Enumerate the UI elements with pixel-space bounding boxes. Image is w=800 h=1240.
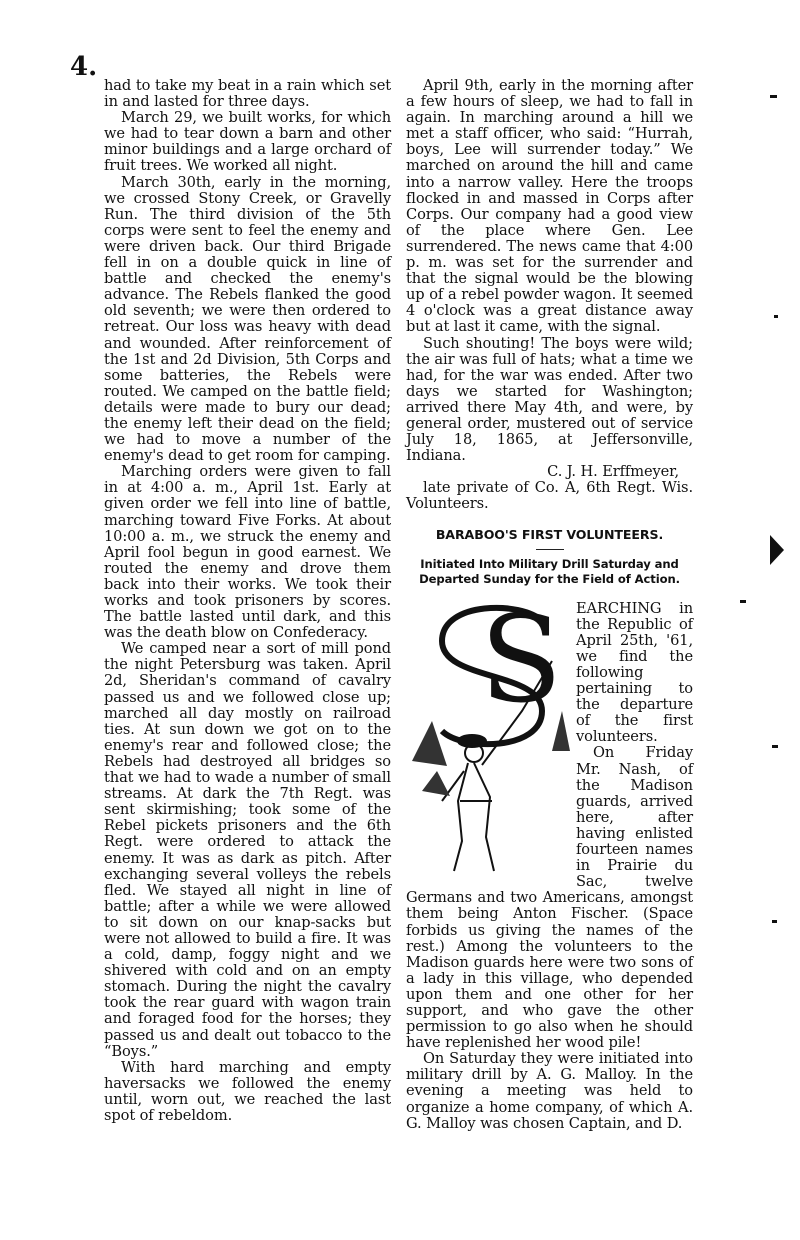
left-paragraph-5: We camped near a sort of mill pond the night Petersburg was taken. April 2d, Sheridan's command of cavalry passed us and we followed close up; marched all day mostly on railroad ties. At sun down we got on to the enemy's rear and followed close; the Rebels had destroyed all bridges so that we had to wade a number of small streams. At dark the 7th Regt. was sent skirmishing; took some of the Rebel pickets prisoners and the 6th Regt. were ordered to attack the enemy. It was as dark as pitch. After exchanging several volleys the rebels fled. We stayed all night in line of battle; after a while we were allowed to sit down on our knap-sacks but were not allowed to build a fire. It was a cold, damp, foggy night and we shivered with cold and on an empty stomach. During the night the cavalry took the rear guard with wagon train and foraged food for the horses; they passed us and dealt out tobacco to the “Boys.”	[104, 640, 391, 1060]
drop-cap-illustration	[402, 601, 572, 877]
article-body	[406, 601, 693, 1132]
article-headline: BARABOO'S FIRST VOLUNTEERS.	[435, 526, 664, 542]
scan-mark	[772, 920, 777, 923]
page-number: 4.	[70, 52, 98, 82]
left-paragraph-6: With hard marching and empty haversacks we followed the enemy until, worn out, we reached the last spot of rebeldom.	[104, 1058, 391, 1124]
left-paragraph-4: Marching orders were given to fall in at 4:00 a. m., April 1st. Early at given order we fell into line of battle, marching toward Five Forks. At about 10:00 a. m., we struck the enemy and April fool begun in good earnest. We routed the enemy and drove them back into their works. We took their works and took prisoners by scores. The battle lasted until dark, and this was the death blow on Confederacy.	[104, 463, 391, 642]
right-paragraph-1: April 9th, early in the morning after a few hours of sleep, we had to fall in again. In marching around a hill we met a staff officer, who said: “Hurrah, boys, Lee will surrender today.” We marched on around the hill and came into a narrow valley. Here the troops flocked in and massed in Corps after Corps. Our company had a good view of the place where Gen. Lee surrendered. The news came that 4:00 p. m. was set for the surrender and that the signal would be the blowing up of a rebel powder wagon. It seemed 4 o'clock was a great distance away but at last it came, with the signal.	[406, 77, 693, 336]
right-paragraph-2: Such shouting! The boys were wild; the air was full of hats; what a time we had, for the war was ended. After two days we started for Washington; arrived there May 4th, and were, by general order, mustered out of service July 18, 1865, at Jeffersonville, Indiana.	[406, 334, 693, 465]
article-paragraph-2: On Friday Mr. Nash, of the Madison guards, arrived here, after having enlisted fourteen names in Prairie du Sac, twelve Germans and two Americans, amongst them being Anton Fischer. (Space forbids us giving the names of the rest.) Among the volunteers to the Madison guards here were two sons of a lady in this village, who depended upon them and one other for her support, and who gave the other permission to go also when he should have replenished her wood pile!	[406, 744, 693, 1052]
scan-mark	[740, 600, 746, 603]
scan-mark	[770, 95, 777, 98]
article-subheadline: Initiated Into Military Drill Saturday and Departed Sunday for the Field of Action.	[419, 556, 680, 586]
signature-name: C. J. H. Erffmeyer,	[547, 463, 679, 481]
drop-cap-glyph: S	[480, 600, 563, 730]
left-paragraph-2: March 29, we built works, for which we had to tear down a barn and other minor buildings and a large orchard of fruit trees. We worked all night.	[104, 109, 391, 175]
scan-mark	[774, 315, 778, 318]
right-column	[406, 78, 693, 1132]
article-paragraph-1: EARCHING in the Republic of April 25th, '61, we find the following pertaining to the departure of the first volunteers.	[576, 599, 693, 746]
headline-divider	[536, 549, 564, 550]
left-column	[104, 78, 391, 1124]
signature-title: late private of Co. A, 6th Regt. Wis. Volunteers.	[406, 479, 693, 513]
article-paragraph-3: On Saturday they were initiated into military drill by A. G. Malloy. In the evening a meeting was held to organize a home company, of which A. G. Malloy was chosen Captain, and D.	[406, 1050, 693, 1132]
left-paragraph-3: March 30th, early in the morning, we crossed Stony Creek, or Gravelly Run. The third division of the 5th corps were sent to feel the enemy and were driven back. Our third Brigade fell in on a double quick in line of battle and checked the enemy's advance. The Rebels flanked the good old seventh; we were then ordered to retreat. Our loss was heavy with dead and wounded. After reinforcement of the 1st and 2d Division, 5th Corps and some batteries, the Rebels were routed. We camped on the battle field; details were made to bury our dead; the enemy left their dead on the field; we had to move a number of the enemy's dead to get room for camping.	[104, 173, 391, 465]
scan-arrow-mark	[770, 535, 784, 565]
scan-mark	[772, 745, 778, 748]
left-paragraph-1: had to take my beat in a rain which set in and lasted for three days.	[104, 77, 391, 111]
